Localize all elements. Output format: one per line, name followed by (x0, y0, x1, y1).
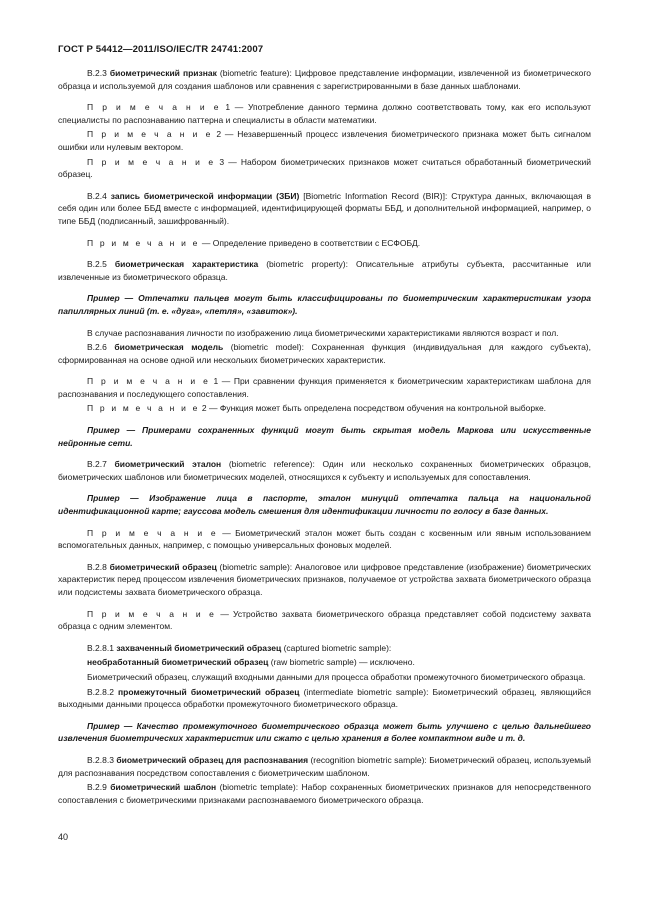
page-number: 40 (58, 832, 69, 842)
clause-number: В.2.4 (87, 190, 111, 201)
term: необработанный биометрический образец (87, 657, 269, 668)
definition: [Biometric Information Record (BIR)]: Структура данных, включающая в себя один или более ББД вместе с информацией, идентифицирующей форматы ББД, и дополнительной информацией, например, о типе ББД (подписанный, зашифрованный). (58, 190, 591, 226)
definition: (intermediate biometric sample): Биометрический образец, являющийся выходными данными процесса обработки промежуточного биометрического образца. (58, 686, 591, 710)
term-paragraph (58, 458, 591, 483)
term-paragraph (58, 754, 591, 779)
term: биометрический образец (109, 561, 217, 572)
note-paragraph (58, 101, 591, 126)
text-paragraph: В случае распознавания личности по изображению лица биометрическими характеристиками являются возраст и пол. (87, 327, 559, 338)
clause-number: В.2.8 (87, 561, 110, 572)
definition: (biometric model): Сохраненная функция (индивидуальная для каждого субъекта), сформированная на основе одной или нескольких биометрических характеристик. (58, 342, 591, 365)
note-label: П р и м е ч а н и е (87, 237, 200, 248)
note-text: — Устройство захвата биометрического образца представляет собой подсистему захвата образца с одним элементом. (58, 608, 591, 632)
text-paragraph: Биометрический образец, служащий входными данными для процесса обработки промежуточного биометрического образца. (87, 671, 586, 682)
clause-number: В.2.8.2 (87, 686, 119, 697)
example-paragraph: Пример — Примерами сохраненных функций могут быть скрытая модель Маркова или искусственные нейронные сети. (58, 425, 591, 448)
term-paragraph (58, 561, 591, 599)
term-paragraph (58, 341, 591, 366)
term: биометрический эталон (114, 459, 222, 470)
note-paragraph (58, 128, 591, 153)
note-text: 1 — Употребление данного термина должно соответствовать тому, как его используют специалисты по распознаванию паттерна и специалисты в области математики. (58, 102, 591, 125)
clause-number: В.2.6 (87, 342, 115, 353)
note-paragraph (58, 156, 591, 181)
note-label: П р и м е ч а н и е (87, 608, 217, 619)
example-paragraph: Пример — Качество промежуточного биометрического образца может быть улучшено с целью дальнейшего извлечения биометрических характеристик или сжато с целью хранения в более компактном виде и т. д. (58, 720, 591, 744)
note-text: 2 — Незавершенный процесс извлечения биометрического признака может быть сигналом ошибки или нулевым вектором. (58, 129, 591, 152)
note-label: П р и м е ч а н и е (87, 376, 211, 387)
note-paragraph (58, 375, 591, 400)
term-paragraph (58, 642, 591, 655)
term: захваченный биометрический образец (116, 642, 282, 653)
example-paragraph: Пример — Изображение лица в паспорте, эталон минуций отпечатка пальца на национальной идентификационной карте; гауссова модель смешения для идентификации личности по голосу в базе данных. (58, 493, 591, 517)
term: биометрическая модель (114, 342, 224, 353)
clause-number: В.2.8.1 (87, 642, 117, 653)
note-label: П р и м е ч а н и е (87, 129, 213, 140)
definition: (biometric reference): Один или несколько сохраненных биометрических образцов, биометрических шаблонов или биометрических моделей, относящихся к субъекту и используемых для сопоставления. (58, 459, 592, 482)
note-paragraph (58, 237, 591, 250)
note-label: П р и м е ч а н и е (87, 403, 200, 414)
note-paragraph (58, 527, 591, 552)
definition: (biometric template): Набор сохраненных биометрических признаков для непосредственного сопоставления с биометрическими признаками распознаваемого биометрического образца. (58, 782, 591, 805)
definition: (raw biometric sample) — исключено. (268, 657, 415, 668)
term: биометрическая характеристика (114, 259, 259, 270)
note-text: 1 — При сравнении функция применяется к биометрическим характеристикам шаблона для распознавания и последующего сопоставления. (58, 376, 592, 399)
note-text: 3 — Набором биометрических признаков может считаться обработанный биометрический образец. (58, 156, 591, 180)
note-label: П р и м е ч а н и е (87, 527, 218, 538)
term: запись биометрической информации (ЗБИ) (110, 190, 300, 201)
definition: (recognition biometric sample): Биометрический образец, используемый для распознавания посредством сопоставления с биометрическим шаблоном. (58, 754, 591, 778)
standard-header: ГОСТ Р 54412—2011/ISO/IEC/TR 24741:2007 (58, 44, 264, 55)
note-label: П р и м е ч а н и е (87, 102, 221, 113)
note-label: П р и м е ч а н и е (87, 156, 216, 167)
note-text: 2 — Функция может быть определена посредством обучения на контрольной выборке. (199, 403, 547, 414)
term-paragraph (58, 67, 591, 92)
term: биометрический образец для распознавания (116, 754, 309, 765)
term: биометрический шаблон (110, 782, 217, 793)
definition: (biometric property): Описательные атрибуты субъекта, рассчитанные или извлеченные из биометрического образца. (58, 259, 591, 282)
definition: (biometric feature): Цифровое представление информации, извлеченной из биометрического образца и используемой для создания шаблонов или сравнения с зарегистрированными в базе данных шаблонами. (58, 68, 592, 91)
term-paragraph (58, 258, 591, 283)
term-paragraph (58, 656, 591, 669)
clause-number: В.2.9 (87, 782, 111, 793)
term-paragraph (58, 781, 591, 806)
clause-number: В.2.8.3 (87, 754, 117, 765)
note-text: — Определение приведено в соответствии с ЕСФОБД. (199, 237, 421, 248)
term: биометрический признак (109, 68, 217, 78)
note-paragraph (58, 608, 591, 633)
note-text: — Биометрический эталон может быть создан с косвенным или явным использованием вспомогательных данных, например, с помощью универсальных фоновых моделей. (58, 527, 591, 551)
clause-number: В.2.3 (87, 68, 110, 78)
term: промежуточный биометрический образец (118, 686, 300, 697)
term-paragraph (58, 686, 591, 711)
clause-number: В.2.5 (87, 259, 115, 270)
definition: (captured biometric sample): (281, 642, 392, 653)
term-paragraph (58, 190, 591, 228)
note-paragraph (58, 402, 591, 415)
definition: (biometric sample): Аналоговое или цифровое представление (изображение) биометрических характеристик перед процессом извлечения биометрических признаков, получаемое от устройства захвата биометрического образца или подсистемы захвата биометрического образца. (58, 561, 591, 597)
document-page (58, 44, 591, 808)
clause-number: В.2.7 (87, 459, 115, 470)
example-paragraph: Пример — Отпечатки пальцев могут быть классифицированы по биометрическим характеристикам узора папиллярных линий (т. е. «дуга», «петля», «завиток»). (58, 293, 591, 316)
